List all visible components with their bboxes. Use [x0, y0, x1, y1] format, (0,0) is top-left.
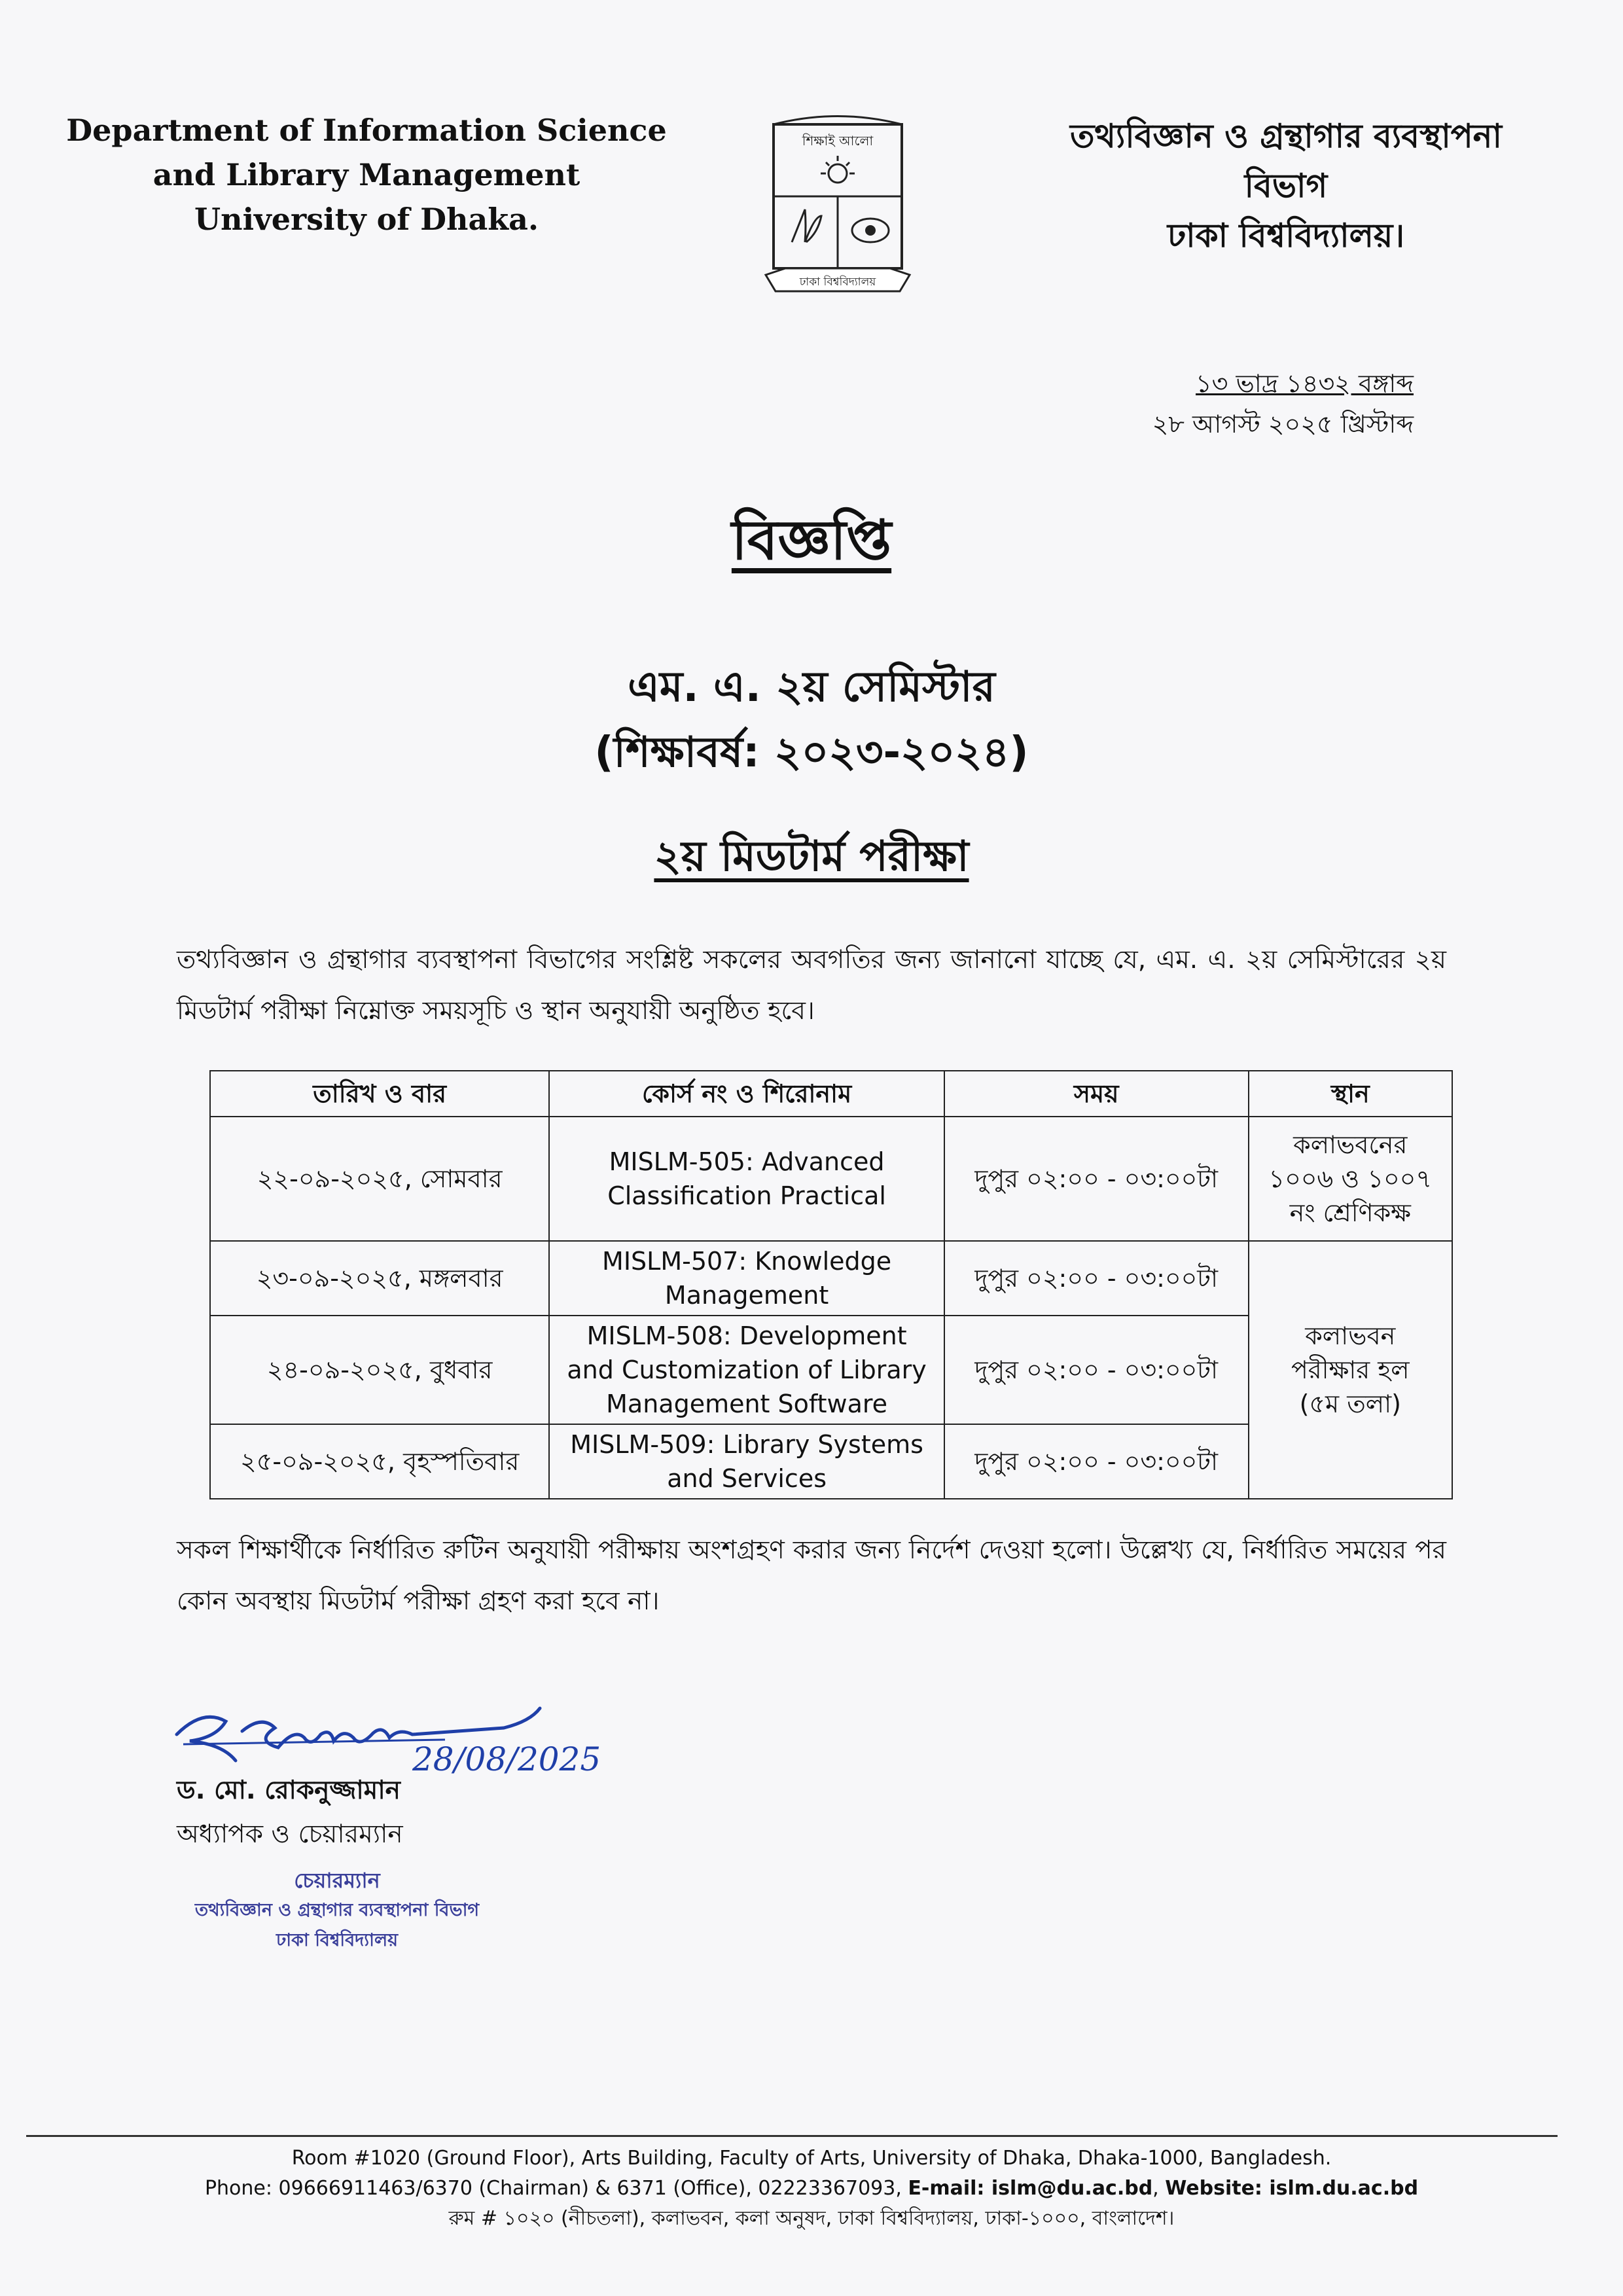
exam-date-cell: ২৩-০৯-২০২৫, মঙ্গলবার [210, 1241, 549, 1316]
course-line: and Services [667, 1464, 827, 1493]
footer-separator: , [1152, 2177, 1166, 2200]
exam-time-cell: দুপুর ০২:০০ - ০৩:০০টা [944, 1424, 1249, 1499]
footer-address-english: Room #1020 (Ground Floor), Arts Building, Faculty of Arts, University of Dhaka, Dhaka-1000, Bangladesh. [291, 2147, 1332, 2170]
course-line: Classification Practical [607, 1181, 886, 1210]
footer-phone: Phone: 09666911463/6370 (Chairman) & 6371 (Office), 02223367093, [204, 2177, 908, 2200]
footer-contact-line [0, 2174, 1623, 2204]
university-name-line: University of Dhaka. [194, 202, 539, 237]
course-line: and Customization of Library [567, 1355, 927, 1384]
exam-time-cell: দুপুর ০২:০০ - ০৩:০০টা [944, 1241, 1249, 1316]
gregorian-date: ২৮ আগস্ট ২০২৫ খ্রিস্টাব্দ [1152, 410, 1414, 439]
university-name-line: ঢাকা বিশ্ববিদ্যালয়। [1167, 217, 1405, 255]
exam-routine-table [209, 1070, 1453, 1499]
course-cell [549, 1117, 944, 1241]
signatory-designation: অধ্যাপক ও চেয়ারম্যান [177, 1820, 403, 1849]
column-header-date: তারিখ ও বার [210, 1071, 549, 1117]
program-subtitle [0, 655, 1623, 785]
venue-line: (৫ম তলা) [1299, 1390, 1401, 1418]
exam-date-cell: ২৫-০৯-২০২৫, বৃহস্পতিবার [210, 1424, 549, 1499]
venue-line: কলাভবনের [1293, 1130, 1408, 1159]
venue-line: কলাভবন [1305, 1321, 1396, 1350]
bangla-calendar-date: ১৩ ভাদ্র ১৪৩২ বঙ্গাব্দ [1196, 369, 1414, 398]
footer-divider [26, 2135, 1558, 2137]
course-line: Management [664, 1281, 829, 1310]
course-line: Management Software [606, 1390, 888, 1418]
exam-date-cell: ২২-০৯-২০২৫, সোমবার [210, 1117, 549, 1241]
footer-website[interactable]: Website: islm.du.ac.bd [1165, 2177, 1419, 2200]
exam-time-cell: দুপুর ০২:০০ - ০৩:০০টা [944, 1316, 1249, 1424]
notice-dates [1152, 363, 1414, 444]
academic-session: (শিক্ষাবর্ষ: ২০২৩-২০২৪) [594, 728, 1029, 777]
venue-line: নং শ্রেণিকক্ষ [1289, 1198, 1411, 1227]
handwritten-signature [164, 1682, 635, 1780]
department-name-line: Department of Information Science [66, 113, 667, 148]
course-line: MISLM-507: Knowledge [602, 1247, 892, 1276]
table-row [210, 1241, 1452, 1316]
exam-time-cell: দুপুর ০২:০০ - ০৩:০০টা [944, 1117, 1249, 1241]
course-line: MISLM-509: Library Systems [570, 1430, 923, 1459]
course-line: MISLM-505: Advanced [609, 1147, 885, 1176]
venue-cell [1249, 1241, 1452, 1499]
footer-address-bangla: রুম # ১০২০ (নীচতলা), কলাভবন, কলা অনুষদ, ঢাকা বিশ্ববিদ্যালয়, ঢাকা-১০০০, বাংলাদেশ। [448, 2207, 1175, 2230]
seal-motto-text: শিক্ষাই আলো [802, 133, 874, 149]
footer-contact [0, 2144, 1623, 2234]
program-semester: এম. এ. ২য় সেমিস্টার [628, 663, 995, 711]
column-header-time: সময় [944, 1071, 1249, 1117]
signatory-name: ড. মো. রোকনুজ্জামান [177, 1776, 401, 1805]
table-header-row [210, 1071, 1452, 1117]
department-name-bangla [1037, 111, 1535, 260]
table-row [210, 1117, 1452, 1241]
venue-line: ১০০৬ ও ১০০৭ [1268, 1164, 1433, 1193]
column-header-venue: স্থান [1249, 1071, 1452, 1117]
seal-ribbon-text: ঢাকা বিশ্ববিদ্যালয় [799, 276, 876, 289]
department-name-english [65, 108, 668, 242]
signature-date: 28/08/2025 [412, 1740, 601, 1778]
instructions-paragraph: সকল শিক্ষার্থীকে নির্ধারিত রুটিন অনুযায়ী পরীক্ষায় অংশগ্রহণ করার জন্য নির্দেশ দেওয়া হলো। উল্লেখ্য যে, নির্ধারিত সময়ের পর কোন অবস্থায় মিডটার্ম পরীক্ষা গ্রহণ করা হবে না। [177, 1535, 1446, 1616]
exam-title: ২য় মিডটার্ম পরীক্ষা [654, 833, 969, 881]
footer-email[interactable]: E-mail: islm@du.ac.bd [908, 2177, 1153, 2200]
exam-date-cell: ২৪-০৯-২০২৫, বুধবার [210, 1316, 549, 1424]
venue-line: পরীক্ষার হল [1291, 1355, 1410, 1384]
stamp-department: তথ্যবিজ্ঞান ও গ্রন্থাগার ব্যবস্থাপনা বিভাগ [194, 1900, 480, 1920]
university-seal-logo [759, 111, 916, 308]
course-cell [549, 1424, 944, 1499]
course-cell [549, 1316, 944, 1424]
stamp-title: চেয়ারম্যান [294, 1868, 380, 1893]
intro-paragraph: তথ্যবিজ্ঞান ও গ্রন্থাগার ব্যবস্থাপনা বিভাগের সংশ্লিষ্ট সকলের অবগতির জন্য জানানো যাচ্ছে যে, এম. এ. ২য় সেমিস্টারের ২য় মিডটার্ম পরীক্ষা নিম্নোক্ত সময়সূচি ও স্থান অনুযায়ী অনুষ্ঠিত হবে। [177, 945, 1446, 1026]
department-name-line: তথ্যবিজ্ঞান ও গ্রন্থাগার ব্যবস্থাপনা বিভাগ [1069, 117, 1503, 205]
venue-cell [1249, 1117, 1452, 1241]
course-cell [549, 1241, 944, 1316]
department-name-line: and Library Management [152, 157, 580, 192]
stamp-university: ঢাকা বিশ্ববিদ্যালয় [276, 1930, 398, 1950]
column-header-course: কোর্স নং ও শিরোনাম [549, 1071, 944, 1117]
notice-title: বিজ্ঞপ্তি [731, 508, 892, 572]
course-line: MISLM-508: Development [586, 1321, 907, 1350]
official-stamp [167, 1865, 507, 1956]
